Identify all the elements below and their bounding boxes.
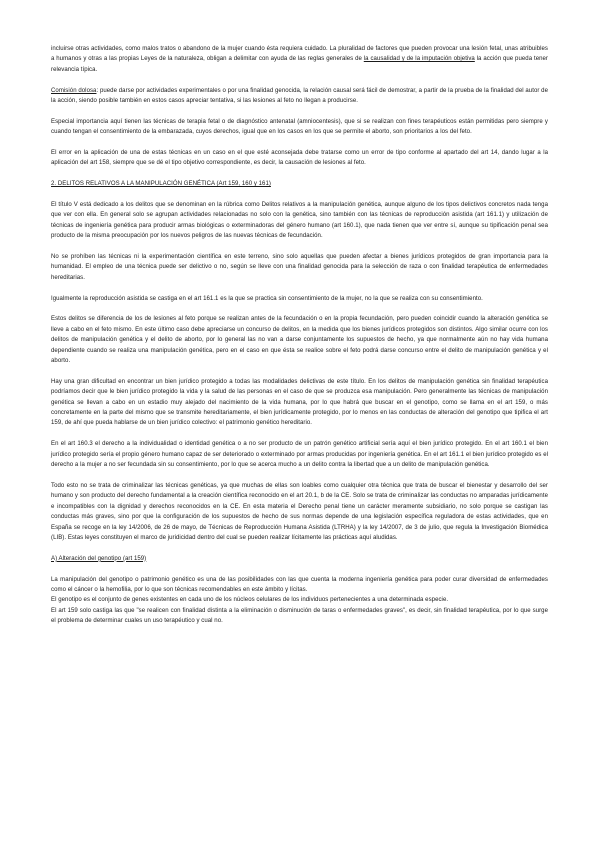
paragraph-manipulacion-genotipo: La manipulación del genotipo o patrimonio genético es una de las posibilidades con las que cuenta la moderna ingeniería genética para poder curar diversidad de enfermedades como el cáncer o la hemofilia, por lo que son técnicas recomendables en este ámbito y lícitas. xyxy=(51,576,548,593)
paragraph-text: incluirse otras actividades, como malos tratos o abandono de la mujer cuando ésta requiera cuidado. La pluralidad de factores que pueden provocar una lesión fetal, unas atribuibles a humanos y otras a las propias Leyes de la naturaleza, obligan a delimitar con ayuda de las reglas generales de xyxy=(51,46,548,63)
paragraph-titulo-v: El título V está dedicado a los delitos que se denominan en la rúbrica como Delitos relativos a la manipulación genética, aunque alguno de los tipos delictivos concretos nada tenga que ver con ella. En general solo se agrupan actividades relacionadas no solo con la genética, sino también con las técnicas de reproducción asistida (art 161.1) y utilización de técnicas de ingeniería genética para producir armas biológicas o exterminadoras del género humano (art 160.1), que nada tienen que ver entre sí, aunque su tipificación penal sea producto de la misma preocupación por los nuevos peligros de las nuevas técnicas de fecundación. xyxy=(51,202,548,240)
subsection-heading: A) Alteración del genotipo (art 159) xyxy=(51,555,147,562)
paragraph-terapia-fetal: Especial importancia aquí tienen las técnicas de terapia fetal o de diagnóstico antenatal (amniocentesis), que si se realizan con fines terapéuticos están permitidas pero siempre y cuando tengan el consentimiento de la embarazada, cuyos derechos, igual que en los casos en los que se permite el aborto, son prioritarios a los del feto. xyxy=(51,118,548,136)
paragraph-error-tecnica: El error en la aplicación de una de estas técnicas en un caso en el que esté aconsejada debe tratarse como un error de tipo conforme al apartado del art 14, dando lugar a la aplicación del art 158, siempre que se dé el tipo objetivo correspondiente, es decir, la causación de lesiones al feto. xyxy=(51,150,548,167)
section-heading: 2. DELITOS RELATIVOS A LA MANIPULACIÓN GENÉTICA (Art 159, 160 y 161) xyxy=(51,181,271,188)
underlined-phrase: la causalidad y de la imputación objetiva xyxy=(363,56,475,63)
paragraph-diferencia-lesiones: Estos delitos se diferencia de los de lesiones al feto porque se realizan antes de la fecundación o en la propia fecundación, pero pueden coincidir cuando la alteración genética se lleve a cabo en el feto mismo. En este último caso debe apreciarse un concurso de delitos, en la medida que los bienes jurídicos protegidos son distintos. Algo similar ocurre con los delitos de manipulación genética y el delito de aborto, por lo general las no van a darse conjuntamente los supuestos de hecho, ya que normalmente aún no hay vida humana dependiente cuando se realiza una manipulación genética, pero en el caso en que ésta se realice sobre el feto podrá darse concurso entre el delito de manipulación genética y el aborto. xyxy=(51,316,548,365)
paragraph-causality xyxy=(51,44,548,75)
paragraph-no-prohiben: No se prohíben las técnicas ni la experimentación científica en este terreno, sino solo aquellas que pueden afectar a bienes jurídicos protegidos de gran importancia para la humanidad. El empleo de una técnica puede ser delictivo o no, según se lleve con una finalidad genocida para la selección de raza o con finalidad terapéutica de enfermedades hereditarias. xyxy=(51,254,548,281)
paragraph-criminalizar: Todo esto no se trata de criminalizar las técnicas genéticas, ya que muchas de ellas son loables como cualquier otra técnica que trata de buscar el bienestar y desarrollo del ser humano y son producto del derecho fundamental a la creación científica reconocido en el art 20.1, b de la CE. Solo se trata de criminalizar las conductas no amparadas jurídicamente e incompatibles con la dignidad y derechos reconocidos en la CE. En esta materia el Derecho penal tiene un carácter meramente subsidiario, no solo porque se castigan las conductas más graves, sino por que la configuración de los supuestos de hecho de sus normas depende de una legislación específica reguladora de estas actividades, que en España se recoge en la ley 14/2006, de 26 de mayo, de Técnicas de Reproducción Humana Asistida (LTRHA) y la ley 14/2007, de 3 de julio, que regula la Investigación Biomédica (LIB). Estas leyes constituyen el marco de juridicidad dentro del cual se pueden realizar lícitamente las prácticas aquí aludidas. xyxy=(51,482,548,541)
paragraph-art-160: En el art 160.3 el derecho a la individualidad o identidad genética o a no ser producto de un patrón genético artificial sería aquí el bien jurídico protegido. En el art 160.1 el bien jurídico protegido sería el propio género humano capaz de ser deteriorado o exterminado por armas producidas por ingeniería genética. En el art 161.1 el bien jurídico protegido es el derecho a la mujer a no ser fecundada sin su consentimiento, por lo que se acerca mucho a un delito contra la libertad que a un delito de manipulación genética. xyxy=(51,441,548,469)
paragraph-reproduccion-asistida: Igualmente la reproducción asistida se castiga en el art 161.1 es la que se practica sin consentimiento de la mujer, no la que se realiza con su consentimiento. xyxy=(51,295,483,302)
paragraph-text: : puede darse por actividades experimentales o por una finalidad genocida, la relación causal será fácil de demostrar, a partir de la prueba de la finalidad del autor de la acción, siendo posible también en estos casos apreciar tentativa, si las lesiones al feto no llegan a producirse. xyxy=(51,87,549,105)
paragraph-art-159: El art 159 solo castiga las que "se realicen con finalidad distinta a la eliminación o disminución de taras o enfermedades graves", es decir, sin finalidad terapéutica, por lo que surge el problema de determinar cuales un uso terapéutico y cual no. xyxy=(51,607,548,625)
term-label: Comisión dolosa xyxy=(51,87,97,94)
paragraph-bien-juridico: Hay una gran dificultad en encontrar un bien jurídico protegido a todas las modalidades delictivas de este título. En los delitos de manipulación genética sin finalidad terapéutica podríamos decir que le bien jurídico protegido la vida y la salud de las personas en el caso de que se produzca esa manipulación. Pero generalmente las técnicas de manipulación genética se llevan a cabo en un estadio muy alejado del nacimiento de la vida humana, por lo que habrá que buscar en el genotipo, como se llama en el art 159, o más concretamente en la parte del mismo que se transmite hereditariamente, el bien jurídicamente protegido, por lo menos en las conductas de alteración del genotipo que tipifica el art 159, de ahí que pueda hablarse de un bien jurídico colectivo: el patrimonio genético hereditario. xyxy=(51,378,548,427)
paragraph-genotipo-definicion: El genotipo es el conjunto de genes existentes en cada uno de los núcleos celulares de los individuos pertenecientes a una determinada especie. xyxy=(51,597,449,604)
paragraph-text: la acción que pueda tener relevancia típica. xyxy=(51,56,548,73)
paragraph-comision-dolosa xyxy=(51,86,548,107)
